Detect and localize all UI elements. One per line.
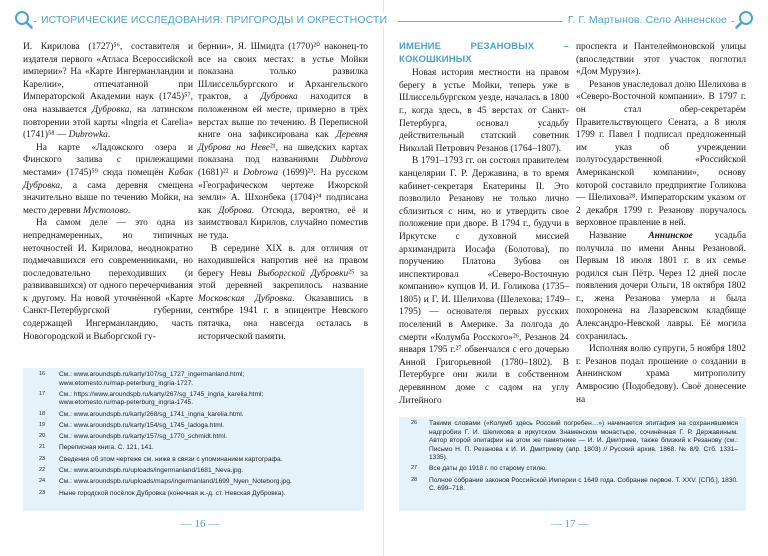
footnote: 23 Сведения об этом чертеже см. ниже в связи с упоминанием картографа. [39, 455, 283, 463]
footnote: 16 См.: www.aroundspb.ru/karty/107/sg_1727_ingermanland.html; [39, 371, 245, 378]
section-heading: ИМЕНИЕ РЕЗАНОВЫХ – КОКОШКИНЫХ [399, 41, 569, 65]
magnifier-icon [12, 9, 34, 31]
left-column-1 [23, 41, 193, 343]
footnote: 28 Полное собрание законов Российской Империи с 1649 года. Собрание первое. Т. XXV. [СПб.], 1830. С. 699–718. [411, 476, 738, 493]
paragraph: Резанов унаследовал долю Шелихова в «Северо-Восточной компании». В 1797 г. он стал обер-секретарём Правительствующего Сената, а 8 июля 1799 г. Павел I подписал предложенный им указ об учреждении полугосударственной «Российской Американской компании», основу которой составило предприятие Голикова — Шелихова²⁸. Императорским указом от 2 декабря 1799 г. Резанову поручалось верховное правление в ней. [576, 79, 746, 229]
footnote: 17 См.: https://www.aroundspb.ru/karty/267/sg_1745_ingria_karelia.html; [39, 390, 264, 398]
right-header [398, 9, 756, 31]
page-number: — 17 — [550, 518, 590, 530]
paragraph: Название Аннинское усадьба получила по имени Анны Резановой. Первым 18 июля 1801 г. в их семье родился сын Пётр. Через 12 дней после появления дочери Ольги, 18 октября 1802 г., жена Резанова умерла и была похоронена на Лазаревском кладбище Александро-Невской лавры. Её могила сохранилась. [576, 230, 746, 342]
left-footnotes [23, 368, 364, 511]
footnote: www.etomesto.ru/map-peterburg_ingria-1727. [59, 379, 194, 387]
page-number: — 16 — [180, 518, 220, 530]
footnote: 23 Ныне городской посёлок Дубровка (конечная ж.-д. ст. Невская Дубровка). [39, 489, 286, 497]
paragraph: На карте «Ладожского озера и Финского залива с прилежащими местами» (1745)⁵⁹ сюда помещён Кабак Дубровка, а сама деревня смещена значительно выше по течению Мойки, на место деревни Мустолово. [23, 142, 193, 216]
right-footnotes [399, 417, 746, 511]
footnote: 26 Такими словами («Колумб здесь Росский погребен…») начинается эпитафия на сохранившемся надгробии Г. И. Шелихова в иркутском Знаменском монастыре, сочинённая Г. Р. Державиным. Автор второй эпитафии на этом же памятнике — И. И. Дмитриев, также близкий к Резанову (см.: Письмо Н. П. Резанова к И. И. Дмитриеву (апр. 1803) // Русский архив. 1868. № 8/9. Стб. 1331–1335). [411, 420, 738, 461]
paragraph: В середине XIX в. для отличия от находившейся напротив неё на правом берегу Невы Выборгской Дубровки²⁵ за этой деревней закрепилось название Московская Дубровка. Оказавшись в сентябре 1941 г. в эпицентре Невского пятачка, она навсегда осталась в исторической памяти. [198, 243, 369, 342]
footnote: 27 Все даты до 1918 г. по старому стилю. [411, 465, 547, 473]
paragraph: Исполняя волю супруги, 5 ноября 1802 г. Резанов подал прошение о создании в Аннинском храма митрополиту Амвросию (Подобедову). Своё донесение на [576, 344, 746, 405]
footnote: 20 См.: www.aroundspb.ru/karty/157/sg_1770_schmidt.html. [39, 433, 227, 441]
right-running-title: Г. Г. Мартынов. Село Анненское [563, 13, 732, 27]
left-running-title: ИСТОРИЧЕСКИЕ ИССЛЕДОВАНИЯ: ПРИГОРОДЫ И ОКРЕСТНОСТИ [36, 13, 392, 27]
magnifier-icon [734, 9, 756, 31]
paragraph: И. Кирилова (1727)⁵⁶, составителя и издателя первого «Атласа Всероссийской империи»? На «Карте Ингерманландии и Карелии», отпечатанной при Императорской Академии наук (1745)⁵⁷, она называется Дубровка, на латинском повторении этой карты «Ingria et Carelia» (1741)⁵⁸ — Dubrowka. [23, 42, 194, 141]
paragraph: На самом деле — это одна из непреднамеренных, но типичных неточностей И. Кирилова, неоднократно подмечавшихся его современниками, но последовательно переходивших (и развивавшихся) от одного перечерчивания к другому. На новой уточнённой «Карте Санкт-Петербургской губернии, содержащей Ингерманландию, часть Новогородской и Выборгской гу- [23, 218, 193, 342]
footnote: 21 Переписная книга. С. 121, 141. [39, 444, 154, 452]
right-column-1 [399, 41, 569, 407]
right-column-2 [576, 41, 746, 406]
footnote: 22 См.: www.aroundspb.ru/uploads/ingermanland/1681_Neva.jpg. [39, 467, 244, 475]
left-column-2 [198, 41, 368, 343]
left-header [12, 9, 388, 31]
footnote: 24 См.: www.aroundspb.ru/uploads/maps/ingermanland/1699_Nyen_Noteborg.jpg. [39, 478, 292, 486]
footnote: 19 См.: www.aroundspb.ru/karty/154/sg_1745_ladoga.html. [39, 421, 225, 429]
paragraph: Новая история местности на правом берегу в устье Мойки, теперь уже в Шлиссельбургском уезде, началась в 1800 г., когда здесь, в 45 верстах от Санкт-Петербурга, основал усадьбу действительный статский советник Николай Петрович Резанов (1764–1807). [399, 68, 569, 154]
footnote: 18 См.: www.aroundspb.ru/karty/268/sg_1741_ingria_karelia.html. [39, 410, 244, 418]
paragraph: бернии», Я. Шмидта (1770)²⁰ наконец-то все на своих местах: в устье Мойки показана только развилка Шлиссельбургского и Архангельского трактов, а Дубровка находится в положенном ей месте, примерно в трёх верстах выше по течению. В Переписной книге она зафиксирована как Деревня Дуброва на Неве²¹, на шведских картах показана под названиями Dubbrova (1681)²² и Dobrowa (1699)²³. На русском «Географическом чертеже Ижорской земли» А. Шхонбека (1704)²⁴ подписана как Доброва. Отсюда, вероятно, её и заимствовал Кирилов, случайно поместив не туда. [198, 42, 368, 241]
paragraph: проспекта и Пантелеймоновской улицы (впоследствии этот участок поглотил «Дом Мурузи»). [576, 42, 746, 78]
right-page [384, 0, 768, 556]
paragraph: В 1791–1793 гг. он состоял правителем канцелярии Г. Р. Державина, в то время кабинет-секретаря Екатерины II. Это позволило Резанову не только лично сблизиться с ним, но и утвердить свое положение при дворе. В 1794 г., будучи в Иркутске с духовной миссией архимандрита Иосафа (Болотова), по поручению Платона Зубова он инспектировал «Северо-Восточную компанию» купцов И. И. Голикова (1735–1805) и Г. И. Шелихова (Шелехова; 1749–1795) — основателя первых русских поселений в Америке. За полгода до смерти «Колумба Росского»²⁶, Резанов 24 января 1795 г.²⁷ обвенчался с его дочерью Анной Григорьевной (1780–1802). В Петербурге они жили в собственном деревянном доме с садом на углу Литейного [399, 156, 569, 406]
footnote: www.etomesto.ru/map-peterburg_ingria-1745. [59, 399, 194, 407]
